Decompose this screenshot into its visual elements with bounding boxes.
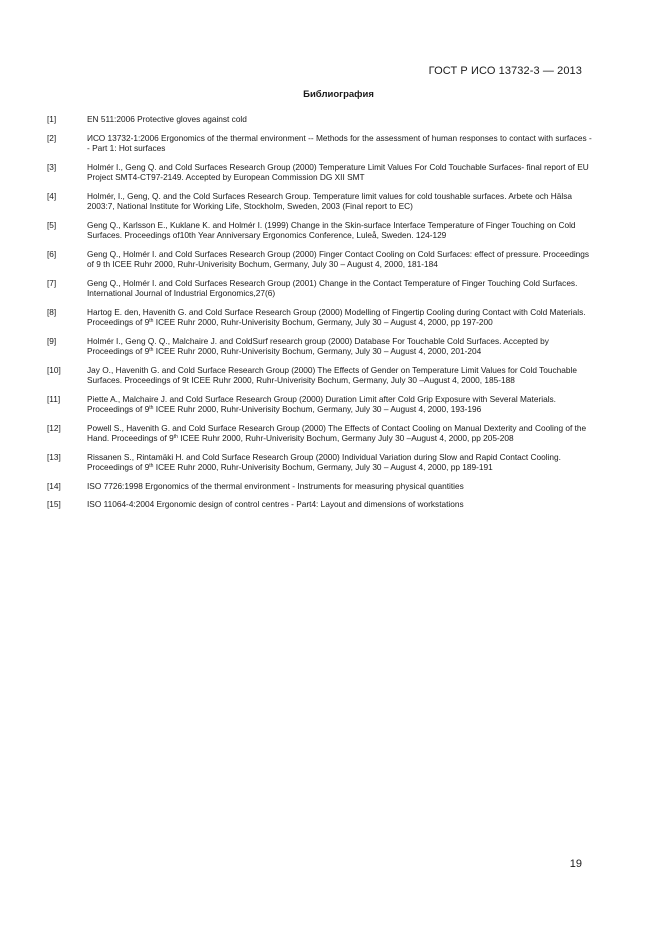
- reference-number: [2]: [47, 132, 57, 143]
- page-number: 19: [569, 858, 582, 870]
- reference-item: [47, 133, 592, 154]
- reference-number: [13]: [47, 451, 61, 462]
- reference-text: Holmér, I., Geng, Q. and the Cold Surfaces Research Group. Temperature limit values for cold toushable surfaces. Arbete och Hälsa 2003:7, National Institute for Working Life, Stockholm, Sweden, 2003 (Final report to EC): [87, 190, 572, 211]
- reference-item: [47, 162, 592, 183]
- reference-number: [5]: [47, 219, 57, 230]
- reference-number: [4]: [47, 190, 57, 201]
- reference-text: Geng Q., Holmér I. and Cold Surfaces Research Group (2000) Finger Contact Cooling on Cold Surfaces: effect of pressure. Proceedings of 9 th ICEE Ruhr 2000, Ruhr-Univerisity Bochum, Germany, July 30 – August 4, 2000, 181-184: [87, 248, 590, 269]
- reference-text: ISO 11064-4:2004 Ergonomic design of control centres - Part4: Layout and dimensions of workstations: [87, 499, 464, 509]
- reference-number: [10]: [47, 364, 61, 375]
- reference-text: Hartog E. den, Havenith G. and Cold Surface Research Group (2000) Modelling of Fingertip Cooling during Contact with Cold Materials. Proceedings of 9th ICEE Ruhr 2000, Ruhr-Univerisity Bochum, Germany, July 30 – August 4, 2000, pp 197-200: [87, 306, 586, 327]
- reference-number: [6]: [47, 248, 57, 259]
- reference-item: [47, 114, 592, 125]
- reference-text: Powell S., Havenith G. and Cold Surface Research Group (2000) The Effects of Contact Cooling on Manual Dexterity and Cooling of the Hand. Proceedings of 9th ICEE Ruhr 2000, Ruhr-Univerisity Bochum, Germany July 30 –August 4, 2000, pp 205-208: [87, 422, 587, 443]
- reference-text: Holmér I., Geng Q. and Cold Surfaces Research Group (2000) Temperature Limit Values For Cold Touchable Surfaces- final report of EU Project SMT4-CT97-2149. Accepted by European Commission DG XII SMT: [87, 161, 589, 182]
- reference-text: Rissanen S., Rintamäki H. and Cold Surface Research Group (2000) Individual Variation during Slow and Rapid Contact Cooling. Proceedings of 9th ICEE Ruhr 2000, Ruhr-Univerisity Bochum, Germany, July 30 – August 4, 2000, pp 189-191: [87, 451, 561, 472]
- reference-number: [8]: [47, 306, 57, 317]
- reference-text: Holmér I., Geng Q. Q., Malchaire J. and ColdSurf research group (2000) Database For Touchable Cold Surfaces. Accepted by Proceedings of 9th ICEE Ruhr 2000, Ruhr-Univerisity Bochum, Germany, July 30 – August 4, 2000, 201-204: [87, 335, 549, 356]
- page-title: Библиография: [303, 89, 374, 100]
- reference-text: EN 511:2006 Protective gloves against cold: [87, 114, 247, 124]
- reference-item: [47, 452, 592, 473]
- reference-number: [14]: [47, 480, 61, 491]
- reference-text: ИСО 13732-1:2006 Ergonomics of the thermal environment -- Methods for the assessment of human responses to contact with surfaces -- Part 1: Hot surfaces: [87, 132, 592, 153]
- reference-item: [47, 249, 592, 270]
- reference-number: [12]: [47, 422, 61, 433]
- reference-number: [1]: [47, 114, 57, 124]
- reference-text: Geng Q., Karlsson E., Kuklane K. and Holmér I. (1999) Change in the Skin-surface Interface Temperature of Finger Touching on Cold Surfaces. Proceedings of10th Year Anniversary Ergonomics Conference, Luleå, Sweden. 124-129: [87, 219, 576, 240]
- reference-item: [47, 481, 592, 492]
- reference-text: ISO 7726:1998 Ergonomics of the thermal environment - Instruments for measuring physical quantities: [87, 480, 464, 491]
- reference-number: [15]: [47, 499, 61, 509]
- reference-item: [47, 499, 592, 510]
- reference-item: [47, 336, 592, 357]
- document-header-standard: ГОСТ Р ИСО 13732-3 — 2013: [428, 65, 582, 77]
- reference-text: Piette A., Malchaire J. and Cold Surface Research Group (2000) Duration Limit after Cold Grip Exposure with Several Materials. Proceedings of 9th ICEE Ruhr 2000, Ruhr-Univerisity Bochum, Germany, July 30 – August 4, 2000, 193-196: [87, 393, 556, 414]
- reference-text: Geng Q., Holmér I. and Cold Surfaces Research Group (2001) Change in the Contact Temperature of Finger Touching Cold Surfaces. International Journal of Industrial Ergonomics,27(6): [87, 277, 578, 298]
- reference-item: [47, 365, 592, 386]
- reference-number: [3]: [47, 161, 57, 172]
- reference-item: [47, 423, 592, 444]
- bibliography-list: [47, 114, 592, 518]
- reference-number: [7]: [47, 277, 57, 288]
- reference-item: [47, 278, 592, 299]
- reference-item: [47, 220, 592, 241]
- reference-number: [11]: [47, 393, 61, 404]
- reference-text: Jay O., Havenith G. and Cold Surface Research Group (2000) The Effects of Gender on Temperature Limit Values for Cold Touchable Surfaces. Proceedings of 9t ICEE Ruhr 2000, Ruhr-Univerisity Bochum, Germany, July 30 –August 4, 2000, 185-188: [87, 364, 577, 385]
- reference-item: [47, 307, 592, 328]
- reference-item: [47, 191, 592, 212]
- reference-number: [9]: [47, 335, 57, 346]
- reference-item: [47, 394, 592, 415]
